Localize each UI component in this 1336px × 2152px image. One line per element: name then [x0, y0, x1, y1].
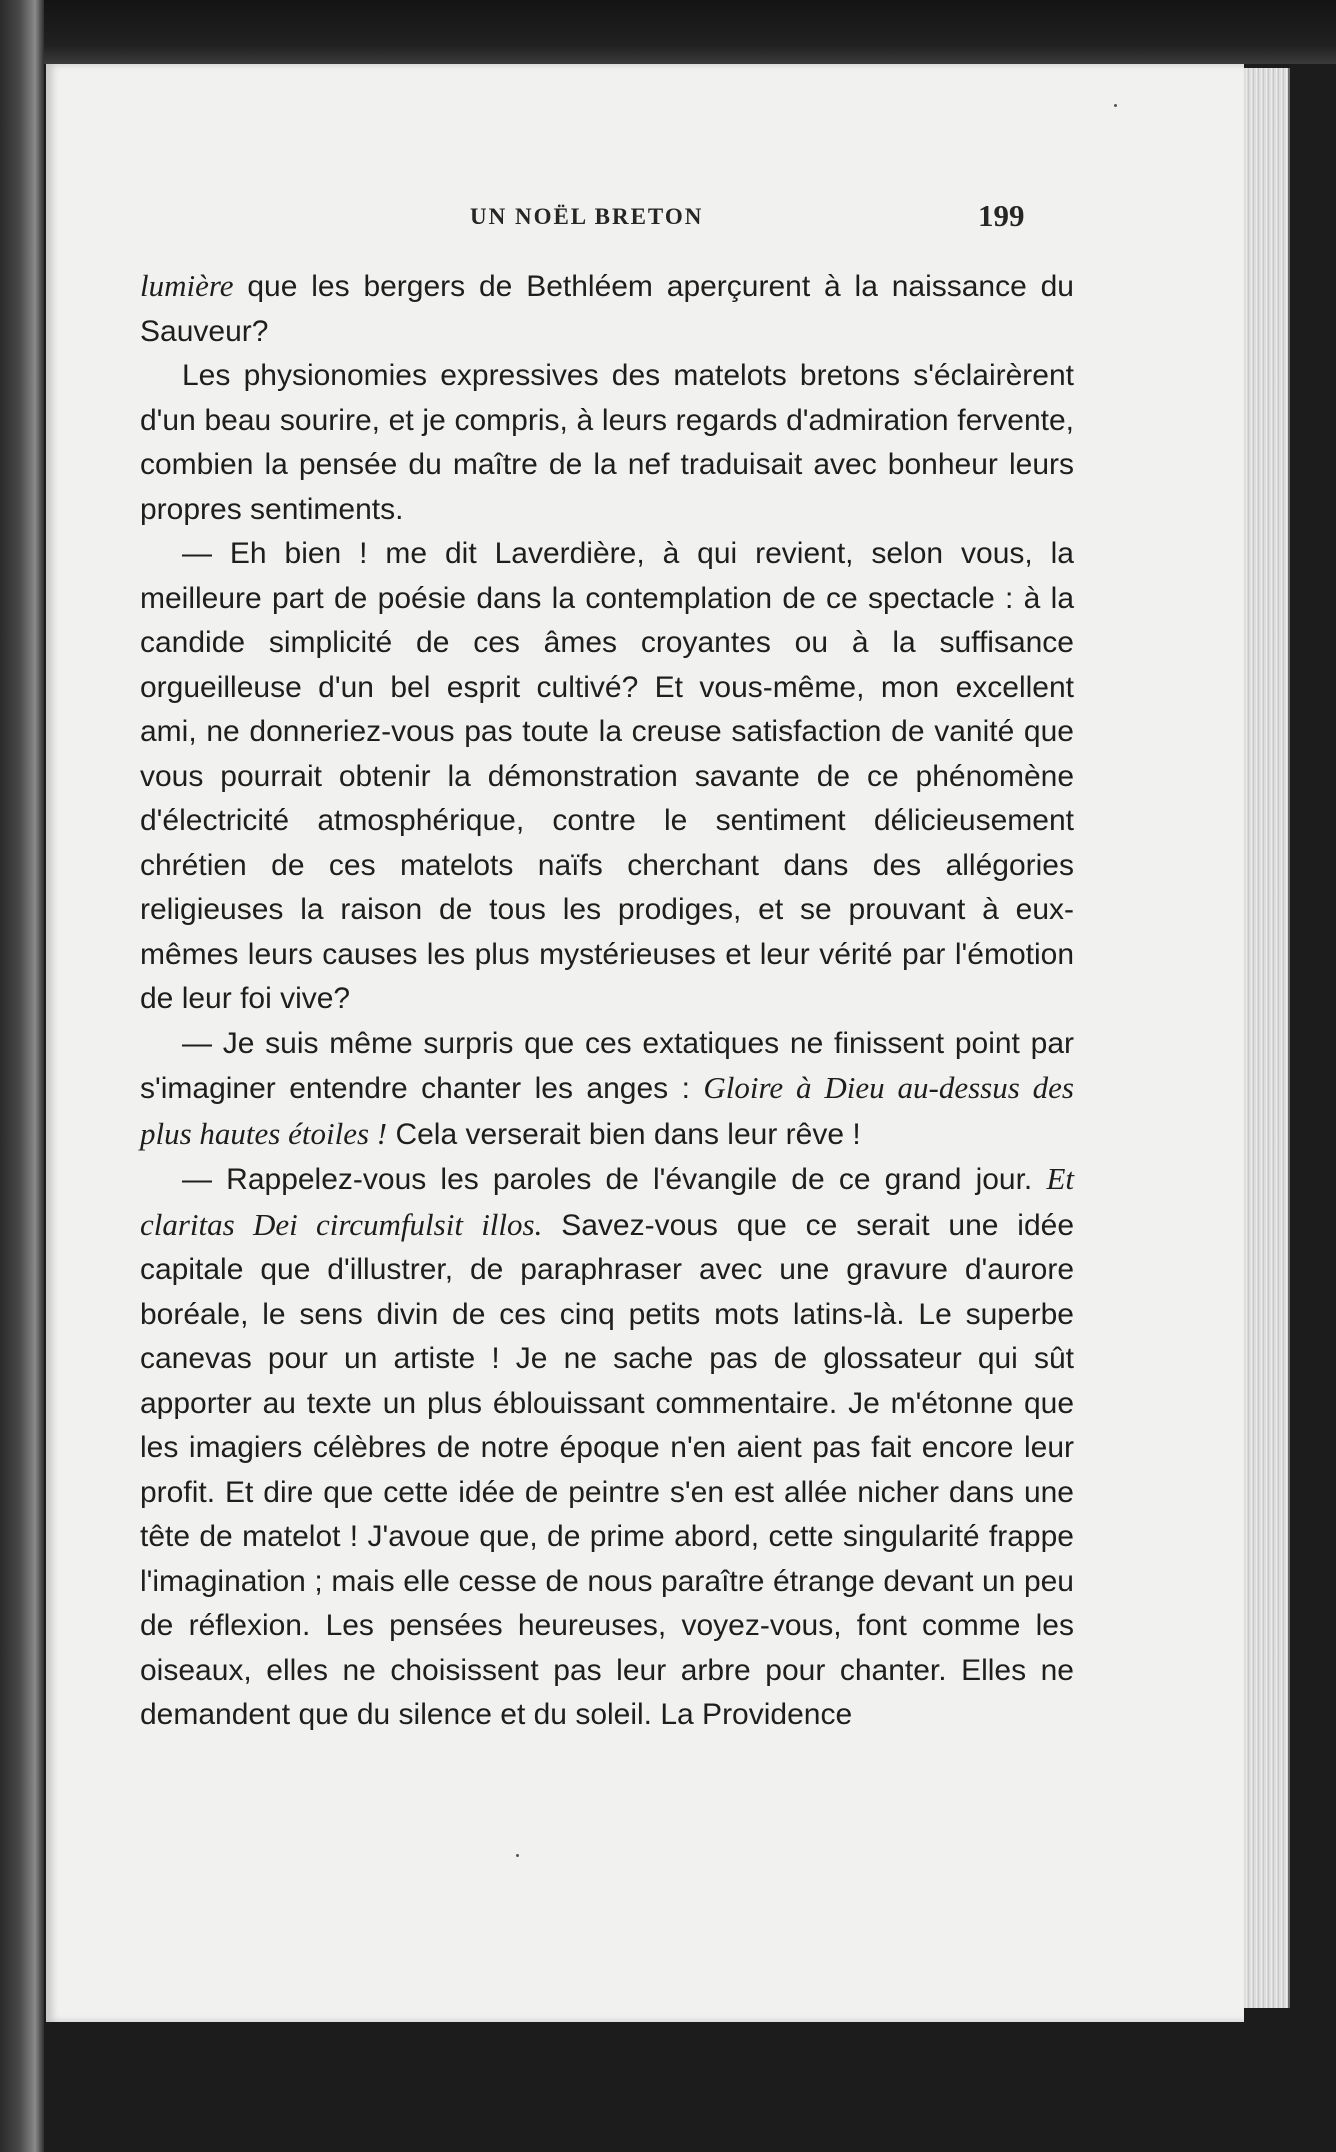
page-stack-edge — [1240, 68, 1290, 2008]
page-number: 199 — [978, 198, 1025, 233]
paragraph-1-text: que les bergers de Bethléem aperçurent à la naissance du Sauveur? — [140, 270, 1074, 348]
running-title: UN NOËL BRETON — [470, 204, 704, 229]
paragraph-5 — [140, 1157, 1074, 1738]
paragraph-2: Les physionomies expressives des matelots bretons s'éclairèrent d'un beau sourire, et je compris, à leurs regards d'admiration fervente, combien la pensée du maître de la nef traduisait avec bonheur leurs propres sentiments. — [140, 359, 1074, 526]
paragraph-5-text-c: Savez-vous que ce serait une idée capitale que d'illustrer, de paraphraser avec une gravure d'aurore boréale, le sens divin de ces cinq petits mots latins-là. Le superbe canevas pour un artiste ! Je ne sache pas de glossateur qui sût apporter au texte un plus éblouissant commentaire. Je m'étonne que les imagiers célèbres de notre époque n'en aient pas fait encore leur profit. Et dire que cette idée de peintre s'en est allée nicher dans une tête de matelot ! J'avoue que, de prime abord, cette singularité frappe l'imagination ; mais elle cesse de nous paraître étrange devant un peu de réflexion. Les pensées heureuses, voyez-vous, font comme les oiseaux, elles ne choisissent pas leur arbre pour chanter. Elles ne demandent que du silence et du soleil. La Providence — [140, 1208, 1074, 1731]
scan-background-top — [0, 0, 1336, 64]
paragraph-3: — Eh bien ! me dit Laverdière, à qui revient, selon vous, la meilleure part de poésie dans la contemplation de ce spectacle : à la candide simplicité de ces âmes croyantes ou à la suffisance orgueilleuse d'un bel esprit cultivé? Et vous-même, mon excellent ami, ne donneriez-vous pas toute la creuse satisfaction de vanité que vous pourrait obtenir la démonstration savante de ce phénomène d'électricité atmosphérique, contre le sentiment délicieusement chrétien de ces matelots naïfs cherchant dans des allégories religieuses la raison de tous les prodiges, et se prouvant à eux-mêmes leurs causes les plus mystérieuses et leur vérité par l'émotion de leur foi vive? — [140, 537, 1074, 1015]
italic-word: lumière — [140, 268, 234, 303]
running-head — [46, 198, 1244, 244]
paragraph-1 — [140, 264, 1074, 354]
scan-speck — [1114, 104, 1117, 107]
paragraph-4-text-a: — Je suis même surpris que ces extatiques ne finissent point par s'imaginer entendre chanter les anges : — [140, 1026, 1074, 1105]
paragraph-4 — [140, 1022, 1074, 1158]
scan-binding-edge — [0, 0, 44, 2152]
book-page — [46, 64, 1244, 2022]
paragraph-5-text-a: — Rappelez-vous les paroles de l'évangile de ce grand jour. — [182, 1163, 1047, 1196]
italic-quote: Gloire à Dieu au-dessus des plus hautes étoiles ! — [140, 1070, 1074, 1151]
scan-speck — [516, 1854, 519, 1857]
latin-quote: Et claritas Dei circumfulsit illos. — [140, 1161, 1074, 1242]
body-text — [140, 264, 1074, 1738]
paragraph-4-text-c: Cela verserait bien dans leur rêve ! — [387, 1117, 861, 1151]
